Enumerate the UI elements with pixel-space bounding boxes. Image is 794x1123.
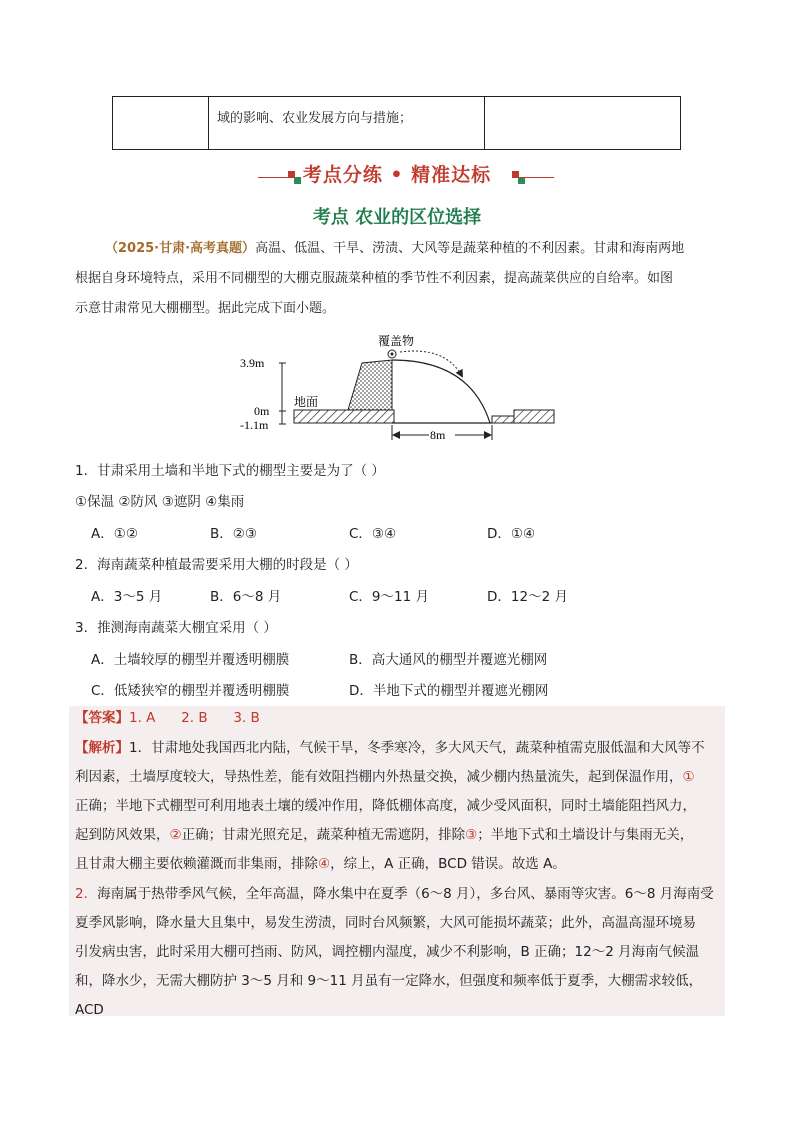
q1-option-a: A．①② bbox=[91, 526, 138, 542]
q2-option-d: D．12～2 月 bbox=[487, 589, 568, 605]
analysis-line: 【解析】1．甘肃地处我国西北内陆，气候干旱，冬季寒冷，多大风天气，蔬菜种植需克服低温和大风等不 bbox=[75, 740, 705, 756]
cover-label: 覆盖物 bbox=[378, 334, 415, 348]
q1-option-c: C．③④ bbox=[349, 526, 397, 542]
analysis-line: 引发病虫害，此时采用大棚可挡雨、防风，调控棚内湿度，减少不利影响，B 正确；12～2 月海南气候温 bbox=[75, 944, 700, 960]
banner-line-right bbox=[520, 177, 554, 178]
analysis-line: 2．海南属于热带季风气候，全年高温，降水集中在夏季（6～8 月），多台风、暴雨等灾害。6～8 月海南受 bbox=[75, 886, 714, 902]
height-label-bottom: -1.1m bbox=[240, 418, 269, 432]
analysis-line: 起到防风效果，②正确；甘肃光照充足，蔬菜种植无需遮阴，排除③；半地下式和土墙设计与集雨无关， bbox=[75, 827, 694, 843]
earth-wall bbox=[348, 360, 392, 410]
greenhouse-figure bbox=[230, 330, 560, 448]
analysis-tag: 【解析】 bbox=[75, 740, 129, 756]
ground-right-step bbox=[492, 416, 514, 423]
intro-line: （2025·甘肃·高考真题）高温、低温、干旱、涝渍、大风等是蔬菜种植的不利因素。甘肃和海南两地 bbox=[105, 241, 685, 256]
analysis-line: 利因素，土墙厚度较大，导热性差，能有效阻挡棚内外热量交换，减少棚内热量流失，起到保温作用，① bbox=[75, 769, 695, 785]
intro-line: 根据自身环境特点，采用不同棚型的大棚克服蔬菜种植的季节性不利因素，提高蔬菜供应的自给率。如图 bbox=[75, 271, 674, 286]
analysis-line: 夏季风影响，降水量大且集中，易发生涝渍，同时台风频繁，大风可能损坏蔬菜；此外，高温高湿环境易 bbox=[75, 915, 696, 931]
q3-option-a: A．土墙较厚的棚型并覆透明棚膜 bbox=[91, 652, 290, 668]
cover-roller-core bbox=[391, 353, 394, 356]
q3-option-b: B．高大通风的棚型并覆遮光棚网 bbox=[349, 652, 548, 668]
table-divider bbox=[208, 97, 209, 149]
question-1-stem: 1．甘肃采用土墙和半地下式的棚型主要是为了（ ） bbox=[75, 463, 385, 479]
q3-option-d: D．半地下式的棚型并覆遮光棚网 bbox=[349, 683, 549, 699]
ground-label: 地面 bbox=[294, 395, 319, 409]
cover-roll-arrow bbox=[400, 351, 462, 376]
banner-decoration bbox=[518, 177, 525, 184]
height-label-top: 3.9m bbox=[240, 356, 265, 370]
q1-option-b: B．②③ bbox=[210, 526, 257, 542]
analysis-line: 且甘肃大棚主要依赖灌溉而非集雨，排除④，综上，A 正确，BCD 错误。故选 A。 bbox=[75, 856, 566, 872]
question-3-stem: 3．推测海南蔬菜大棚宜采用（ ） bbox=[75, 620, 277, 636]
q3-option-c: C．低矮狭窄的棚型并覆透明棚膜 bbox=[91, 683, 290, 699]
answer-text: 1. A 2. B 3. B bbox=[129, 710, 260, 726]
answer-tag: 【答案】 bbox=[75, 710, 129, 726]
width-label: 8m bbox=[430, 428, 446, 442]
section-title: 考点 农业的区位选择 bbox=[312, 207, 482, 228]
height-label-zero: 0m bbox=[254, 404, 270, 418]
table-fragment bbox=[112, 96, 681, 150]
intro-line: 示意甘肃常见大棚棚型。据此完成下面小题。 bbox=[75, 301, 336, 316]
banner-title: 考点分练 • 精准达标 bbox=[302, 164, 492, 186]
answer-line bbox=[75, 704, 723, 733]
question-2-stem: 2．海南蔬菜种植最需要采用大棚的时段是（ ） bbox=[75, 557, 358, 573]
table-divider bbox=[484, 97, 485, 149]
q2-option-a: A．3～5 月 bbox=[91, 589, 163, 605]
ground-right bbox=[514, 410, 554, 423]
q2-option-c: C．9～11 月 bbox=[349, 589, 429, 605]
q1-option-d: D．①④ bbox=[487, 526, 536, 542]
q2-option-b: B．6～8 月 bbox=[210, 589, 282, 605]
analysis-line: 正确；半地下式棚型可利用地表土壤的缓冲作用，降低棚体高度，减少受风面积，同时土墙能阻挡风力， bbox=[75, 798, 696, 814]
greenhouse-arch bbox=[392, 360, 490, 423]
ground-left bbox=[294, 410, 394, 423]
table-cell-text: 域的影响、农业发展方向与措施； bbox=[217, 111, 413, 126]
analysis-line: 和，降水少，无需大棚防护 3～5 月和 9～11 月虽有一定降水，但强度和频率低于夏季，大棚需求较低，ACD bbox=[75, 973, 703, 1018]
question-1-choices: ①保温 ②防风 ③遮阴 ④集雨 bbox=[75, 494, 245, 510]
question-source: （2025·甘肃·高考真题） bbox=[105, 241, 256, 256]
